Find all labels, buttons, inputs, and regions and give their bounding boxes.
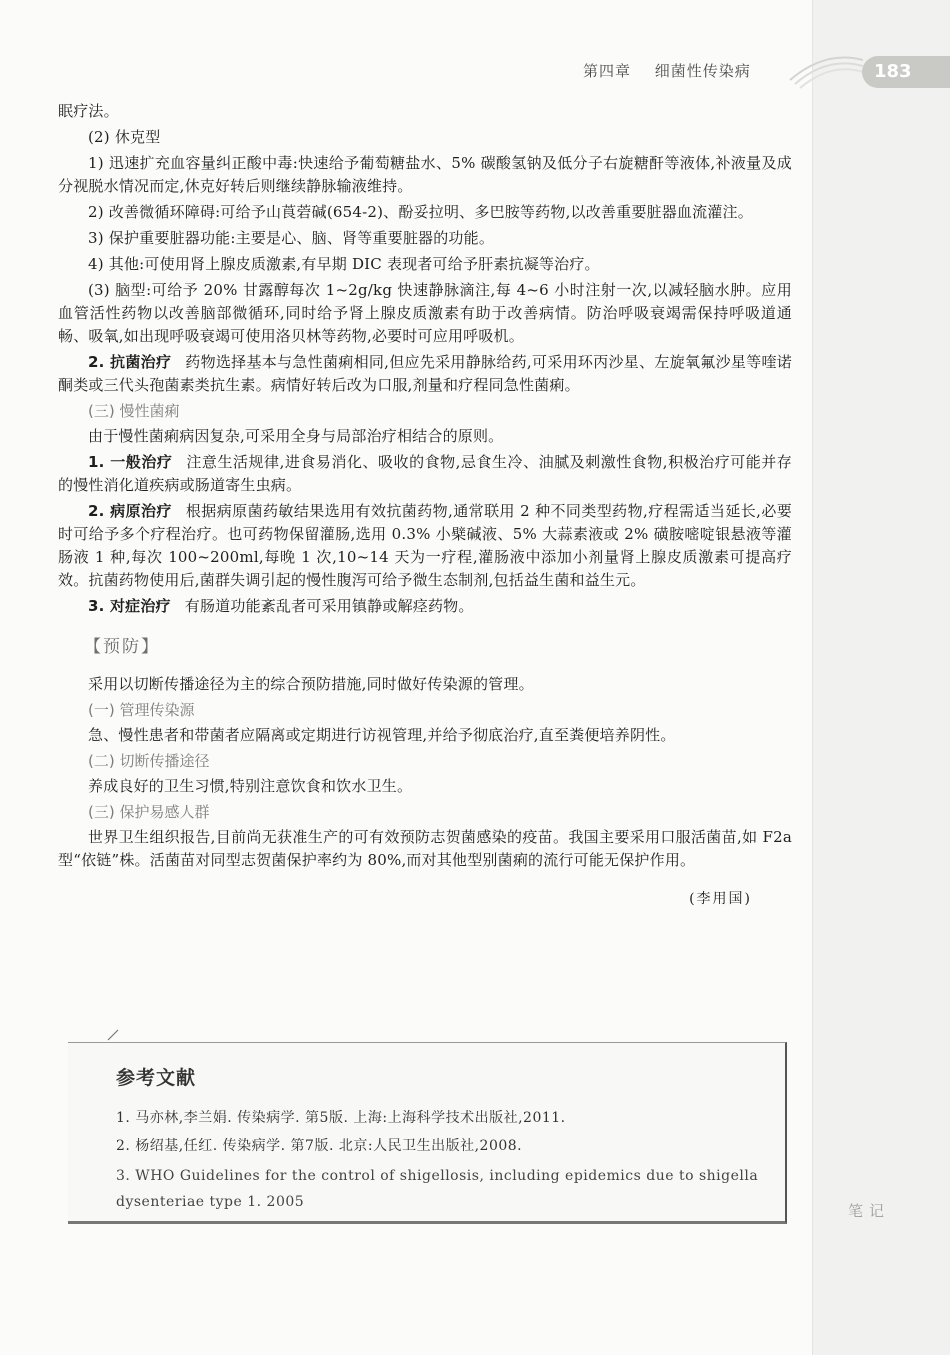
paragraph: 4) 其他:可使用肾上腺皮质激素,有早期 DIC 表现者可给予肝素抗凝等治疗。 <box>88 255 600 273</box>
paragraph-heading: 1. 一般治疗 <box>88 453 173 471</box>
paragraph: 世界卫生组织报告,目前尚无获准生产的可有效预防志贺菌感染的疫苗。我国主要采用口服活菌苗,如 F2a 型“依链”株。活菌苗对同型志贺菌保护率约为 80%,而对其他型别菌痢的流行可能无保护作用。 <box>58 828 792 869</box>
section-heading: 【预防】 <box>84 637 160 657</box>
paragraph: (3) 脑型:可给予 20% 甘露醇每次 1~2g/kg 快速静脉滴注,每 4~6 小时注射一次,以减轻脑水肿。应用血管活性药物以改善脑部微循环,同时给予肾上腺皮质激素有助于改善病情。防治呼吸衰竭需保持呼吸道通畅、吸氧,如出现呼吸衰竭可使用洛贝林等药物,必要时可应用呼吸机。 <box>58 281 792 345</box>
treatment-paragraph <box>58 451 792 497</box>
reference-item: 2. 杨绍基,任红. 传染病学. 第7版. 北京:人民卫生出版社,2008. <box>116 1138 523 1154</box>
subsection-heading: (三) 保护易感人群 <box>88 803 210 821</box>
paragraph: 3) 保护重要脏器功能:主要是心、脑、肾等重要脏器的功能。 <box>88 229 495 247</box>
paragraph-heading: 2. 抗菌治疗 <box>88 353 172 371</box>
paragraph: 眠疗法。 <box>58 102 119 120</box>
treatment-paragraph <box>58 595 792 618</box>
paragraph: 由于慢性菌痢病因复杂,可采用全身与局部治疗相结合的原则。 <box>88 427 504 445</box>
subsection-heading: (一) 管理传染源 <box>88 701 195 719</box>
main-text <box>58 100 792 908</box>
pen-mark-icon <box>106 1026 122 1042</box>
reference-item: 1. 马亦林,李兰娟. 传染病学. 第5版. 上海:上海科学技术出版社,2011. <box>116 1110 566 1126</box>
paragraph-heading: 2. 病原治疗 <box>88 502 172 520</box>
treatment-paragraph <box>58 351 792 397</box>
list-item: (2) 休克型 <box>88 128 161 146</box>
swoosh-decoration-icon <box>785 40 865 90</box>
chapter-title: 细菌性传染病 <box>654 62 751 80</box>
treatment-paragraph <box>58 500 792 592</box>
subsection-heading: (三) 慢性菌痢 <box>88 402 180 420</box>
paragraph-text: 有肠道功能紊乱者可采用镇静或解痉药物。 <box>184 597 474 615</box>
paragraph: 采用以切断传播途径为主的综合预防措施,同时做好传染源的管理。 <box>88 675 534 693</box>
page-number: 183 <box>862 56 950 88</box>
notes-margin <box>812 0 950 1355</box>
notes-label: 笔记 <box>848 1202 891 1220</box>
references-title: 参考文献 <box>116 1067 197 1089</box>
paragraph: 1) 迅速扩充血容量纠正酸中毒:快速给予葡萄糖盐水、5% 碳酸氢钠及低分子右旋糖酐等液体,补液量及成分视脱水情况而定,休克好转后则继续静脉输液维持。 <box>58 154 792 195</box>
running-header <box>583 60 751 81</box>
reference-item: 3. WHO Guidelines for the control of shigellosis, including epidemics due to shigella dysenteriae type 1. 2005 <box>116 1168 759 1210</box>
paragraph: 2) 改善微循环障碍:可给予山莨菪碱(654-2)、酚妥拉明、多巴胺等药物,以改善重要脏器血流灌注。 <box>88 203 753 221</box>
paragraph: 急、慢性患者和带菌者应隔离或定期进行访视管理,并给予彻底治疗,直至粪便培养阴性。 <box>88 726 676 744</box>
paragraph-text: 注意生活规律,进食易消化、吸收的食物,忌食生冷、油腻及刺激性食物,积极治疗可能并存的慢性消化道疾病或肠道寄生虫病。 <box>58 453 792 494</box>
paragraph-heading: 3. 对症治疗 <box>88 597 171 615</box>
paragraph-text: 根据病原菌药敏结果选用有效抗菌药物,通常联用 2 种不同类型药物,疗程需适当延长,必要时可给予多个疗程治疗。也可药物保留灌肠,选用 0.3% 小檗碱液、5% 大蒜素液或 2% 磺胺嘧啶银悬液等灌肠液 1 种,每次 100~200ml,每晚 1 次,10~14 天为一疗程,灌肠液中添加小剂量肾上腺皮质激素可提高疗效。抗菌药物使用后,菌群失调引起的慢性腹泻可给予微生态制剂,包括益生菌和益生元。 <box>58 502 792 589</box>
paragraph-text: 药物选择基本与急性菌痢相同,但应先采用静脉给药,可采用环丙沙星、左旋氧氟沙星等喹诺酮类或三代头孢菌素类抗生素。病情好转后改为口服,剂量和疗程同急性菌痢。 <box>58 353 792 394</box>
subsection-heading: (二) 切断传播途径 <box>88 752 210 770</box>
author-credit: (李用国) <box>689 891 752 907</box>
chapter-label: 第四章 <box>583 62 632 80</box>
paragraph: 养成良好的卫生习惯,特别注意饮食和饮水卫生。 <box>88 777 413 795</box>
references-box <box>68 1042 787 1224</box>
